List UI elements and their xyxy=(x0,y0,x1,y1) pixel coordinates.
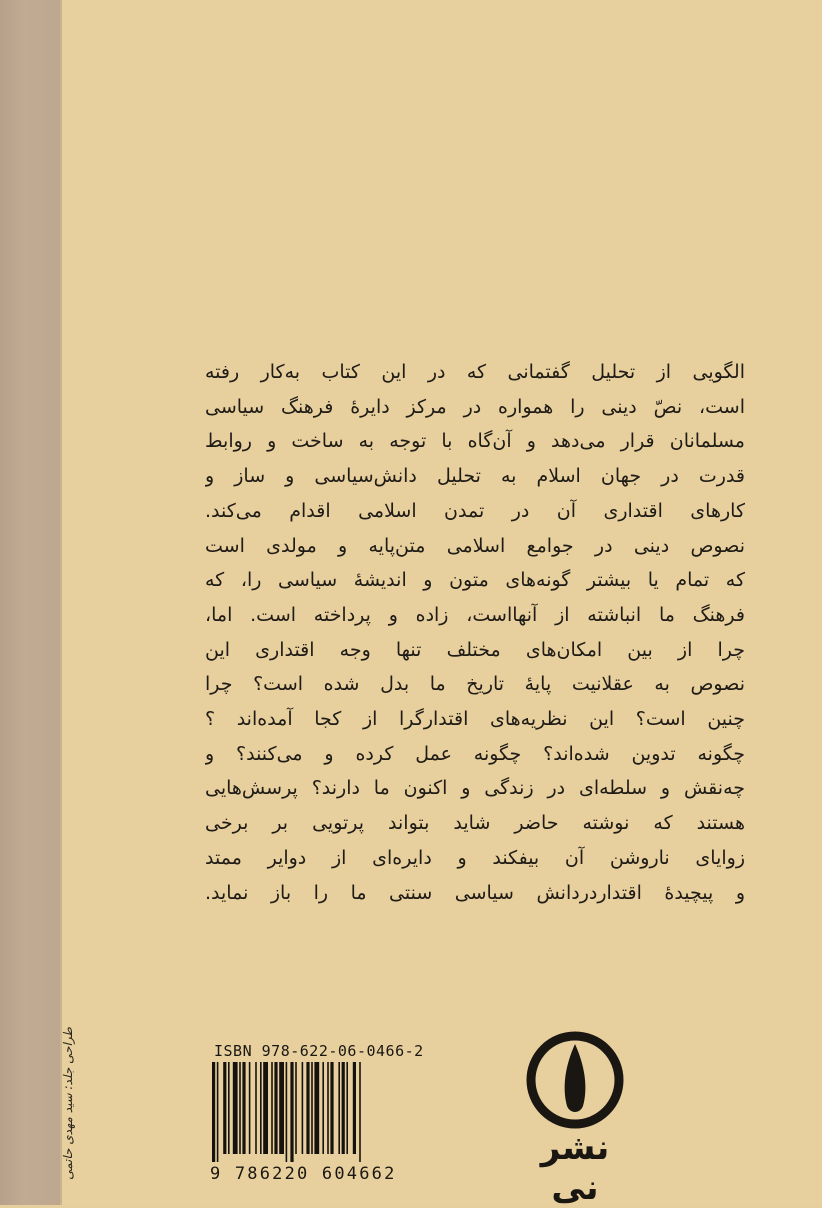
barcode-bar xyxy=(338,1062,340,1154)
barcode-bar xyxy=(311,1062,313,1154)
barcode-bar xyxy=(306,1062,309,1154)
barcode-bar xyxy=(271,1062,273,1154)
blurb-line: قدرت در جهان اسلام به تحلیل دانش‌سیاسی و ساز و xyxy=(205,465,745,488)
blurb-line: و پیچیدهٔ اقتداردردانش سیاسی سنتی ما را باز نماید. xyxy=(205,881,745,904)
cover-designer-signature xyxy=(44,1027,84,1180)
blurb-text xyxy=(205,355,745,910)
barcode-bar xyxy=(242,1062,245,1154)
barcode-bar xyxy=(314,1062,319,1154)
barcode-bar xyxy=(353,1062,356,1154)
barcode-bar xyxy=(322,1062,324,1154)
blurb-line: چرا از بین امکان‌های مختلف تنها وجه اقتداری این xyxy=(205,638,745,661)
ean-number: 9 786220 604662 xyxy=(210,1164,397,1184)
blurb-line: نصوص دینی در جوامع اسلامی متن‌پایه و مولدی است xyxy=(205,534,745,557)
barcode-bar xyxy=(359,1062,361,1162)
barcode-bar xyxy=(255,1062,257,1154)
publisher-name: نشر نی xyxy=(540,1128,610,1208)
blurb-line: مسلمانان قرار می‌دهد و آن‌گاه با توجه به ساخت و روابط xyxy=(205,430,745,453)
barcode-bar xyxy=(239,1062,241,1154)
designer-signature-text: طراحی جلد: سید مهدی حاتمی xyxy=(61,1027,75,1180)
barcode-bar xyxy=(249,1062,251,1154)
blurb-line: فرهنگ ما انباشته از آنهااست، زاده و پرداخته است. اما، xyxy=(205,603,745,626)
barcode-bar xyxy=(260,1062,262,1154)
blurb-line: زوایای ناروشن آن بیفکند و دایره‌ای از دوایر ممتد xyxy=(205,846,745,869)
blurb-line: که تمام یا بیشتر گونه‌های متون و اندیشهٔ سیاسی را، که xyxy=(205,569,745,592)
barcode-bar xyxy=(290,1062,293,1162)
barcode-bar xyxy=(327,1062,329,1154)
barcode-bar xyxy=(212,1062,215,1162)
blurb-line: چگونه تدوین شده‌اند؟ چگونه عمل کرده و می‌کنند؟ و xyxy=(205,742,745,765)
barcode-bar xyxy=(286,1062,288,1162)
isbn-barcode xyxy=(208,1042,424,1184)
barcode-bar xyxy=(274,1062,277,1154)
barcode-bar xyxy=(223,1062,226,1154)
blurb-line: است، نصّ دینی را همواره در مرکز دایرهٔ فرهنگ سیاسی xyxy=(205,395,745,418)
barcode-bar xyxy=(263,1062,268,1154)
book-spine xyxy=(0,0,60,1205)
barcode-bar xyxy=(217,1062,219,1162)
barcode-bar xyxy=(228,1062,230,1154)
isbn-label: ISBN 978-622-06-0466-2 xyxy=(214,1042,424,1060)
blurb-line: نصوص به عقلانیت پایهٔ تاریخ ما بدل شده است؟ چرا xyxy=(205,673,745,696)
blurb-line: هستند که نوشته حاضر شاید بتواند پرتویی بر برخی xyxy=(205,812,745,835)
blurb-line: الگویی از تحلیل گفتمانی که در این کتاب به‌کار رفته xyxy=(205,361,745,383)
barcode-bar xyxy=(346,1062,348,1154)
barcode-bar xyxy=(330,1062,333,1154)
barcode-bar xyxy=(342,1062,345,1154)
barcode-bar xyxy=(295,1062,297,1154)
barcode-bar xyxy=(279,1062,284,1154)
barcode-bar xyxy=(302,1062,304,1154)
blurb-line: کارهای اقتداری آن در تمدن اسلامی اقدام می‌کند. xyxy=(205,499,745,522)
blurb-line: چه‌نقش و سلطه‌ای در زندگی و اکنون ما دارند؟ پرسش‌هایی xyxy=(205,777,745,800)
barcode-bars xyxy=(208,1062,414,1162)
blurb-line: چنین است؟ این نظریه‌های اقتدارگرا از کجا آمده‌اند ؟ xyxy=(205,708,745,731)
barcode-bar xyxy=(233,1062,238,1154)
